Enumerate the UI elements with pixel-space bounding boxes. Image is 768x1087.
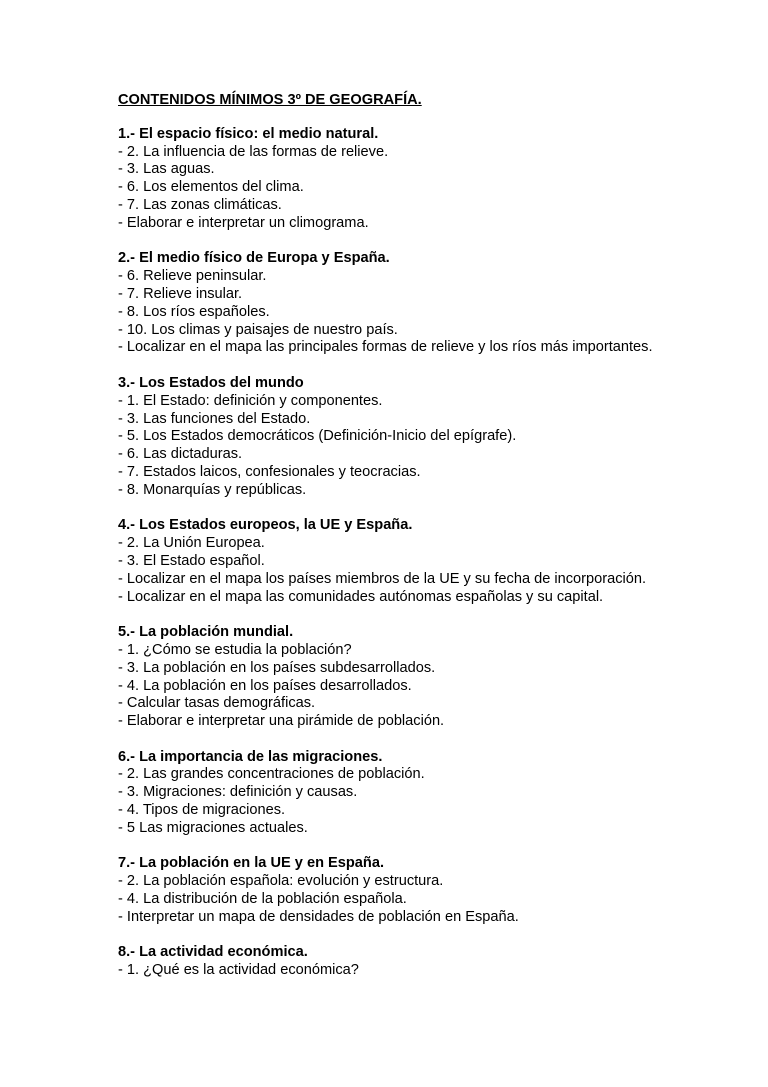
section-2 (118, 250, 758, 357)
list-item: - 2. La influencia de las formas de relieve. (118, 143, 389, 160)
list-item: - 3. La población en los países subdesarrollados. (118, 659, 436, 676)
list-item: - 2. La población española: evolución y estructura. (118, 873, 444, 890)
list-item: - 6. Los elementos del clima. (118, 179, 304, 196)
list-item: - 5 Las migraciones actuales. (118, 819, 308, 836)
section-1 (118, 126, 758, 233)
list-item: - 8. Monarquías y repúblicas. (118, 481, 307, 498)
section-title: 2.- El medio físico de Europa y España. (118, 250, 390, 267)
list-item: - Interpretar un mapa de densidades de población en España. (118, 908, 519, 925)
section-8 (118, 944, 758, 980)
section-7 (118, 855, 758, 926)
section-6 (118, 749, 758, 838)
section-title: 7.- La población en la UE y en España. (118, 855, 385, 872)
list-item: - 3. Las funciones del Estado. (118, 410, 311, 427)
list-item: - Localizar en el mapa los países miembros de la UE y su fecha de incorporación. (118, 570, 647, 587)
list-item: - 3. El Estado español. (118, 552, 265, 569)
section-items (118, 642, 758, 731)
list-item: - 2. Las grandes concentraciones de población. (118, 766, 425, 783)
section-title: 8.- La actividad económica. (118, 944, 308, 961)
list-item: - Elaborar e interpretar una pirámide de población. (118, 713, 445, 730)
list-item: - 7. Las zonas climáticas. (118, 196, 282, 213)
list-item: - 7. Estados laicos, confesionales y teocracias. (118, 463, 421, 480)
list-item: - Elaborar e interpretar un climograma. (118, 214, 369, 231)
section-4 (118, 517, 758, 606)
list-item: - 1. El Estado: definición y componentes. (118, 392, 383, 409)
section-items (118, 873, 758, 926)
document-page (118, 92, 758, 998)
section-title: 5.- La población mundial. (118, 624, 294, 641)
list-item: - 1. ¿Qué es la actividad económica? (118, 962, 359, 979)
document-title: CONTENIDOS MÍNIMOS 3º DE GEOGRAFÍA. (118, 92, 422, 108)
section-items (118, 268, 758, 357)
section-items (118, 766, 758, 837)
list-item: - Localizar en el mapa las comunidades autónomas españolas y su capital. (118, 588, 604, 605)
list-item: - Localizar en el mapa las principales formas de relieve y los ríos más importantes. (118, 339, 653, 356)
list-item: - 2. La Unión Europea. (118, 535, 265, 552)
section-5 (118, 624, 758, 731)
list-item: - 4. Tipos de migraciones. (118, 802, 286, 819)
list-item: - 6. Las dictaduras. (118, 446, 243, 463)
list-item: - 5. Los Estados democráticos (Definición-Inicio del epígrafe). (118, 428, 517, 445)
section-items (118, 393, 758, 500)
list-item: - 1. ¿Cómo se estudia la población? (118, 641, 352, 658)
section-3 (118, 375, 758, 500)
section-items (118, 962, 758, 980)
list-item: - 7. Relieve insular. (118, 285, 243, 302)
section-title: 1.- El espacio físico: el medio natural. (118, 125, 379, 142)
list-item: - 10. Los climas y paisajes de nuestro país. (118, 321, 398, 338)
section-title: 6.- La importancia de las migraciones. (118, 748, 383, 765)
list-item: - 3. Las aguas. (118, 161, 215, 178)
list-item: - 3. Migraciones: definición y causas. (118, 784, 358, 801)
list-item: - Calcular tasas demográficas. (118, 695, 316, 712)
section-title: 3.- Los Estados del mundo (118, 374, 304, 391)
section-items (118, 535, 758, 606)
section-items (118, 144, 758, 233)
list-item: - 4. La distribución de la población española. (118, 891, 407, 908)
list-item: - 4. La población en los países desarrollados. (118, 677, 412, 694)
list-item: - 6. Relieve peninsular. (118, 268, 267, 285)
section-title: 4.- Los Estados europeos, la UE y España. (118, 517, 413, 534)
list-item: - 8. Los ríos españoles. (118, 303, 270, 320)
